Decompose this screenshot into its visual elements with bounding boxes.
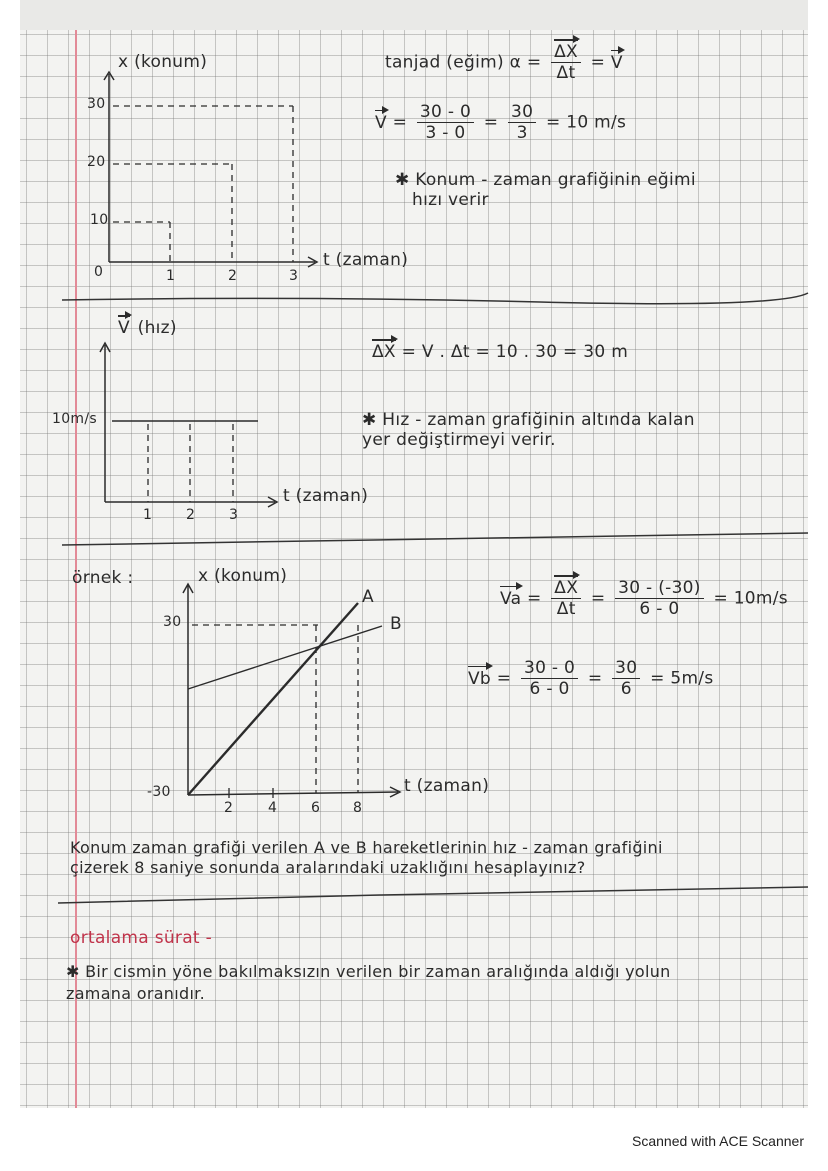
velocity-formula: V = $\frac{30 - 0}{3 - 0}$ = $\frac{30}{3}$ = 10 m/s <box>375 102 627 143</box>
question-line1: Konum zaman grafiği verilen A ve B hareketlerinin hız - zaman grafiğini <box>70 838 663 857</box>
graph3-x-tick-2: 2 <box>224 800 234 816</box>
va-den2: 6 - 0 <box>639 599 680 619</box>
graph3-x-tick-8: 8 <box>353 800 363 816</box>
graph2-y-value-label: 10m/s <box>52 411 97 427</box>
graph1-y-tick-20: 20 <box>87 154 106 170</box>
graph1-x-tick-1: 1 <box>166 268 176 284</box>
vb-formula: Vb = $\frac{30 - 0}{6 - 0}$ = $\frac{30}{6}$ = 5m/s <box>468 658 714 699</box>
graph1-y-axis-label: x (konum) <box>118 52 208 72</box>
graph1-y-tick-30: 30 <box>87 96 106 112</box>
scanner-watermark: Scanned with ACE Scanner <box>632 1133 804 1149</box>
vb-num1: 30 - 0 <box>521 658 578 679</box>
va-num1: ΔX <box>554 578 579 598</box>
vb-lhs: Vb <box>468 668 492 689</box>
slope-den: Δt <box>556 63 576 83</box>
graph2-x-axis-label: t (zaman) <box>283 486 369 506</box>
displacement-lhs: ΔX <box>372 342 396 362</box>
slope-formula: tanjad (eğim) α = $\frac{\Delta X}{\Delta t}$ = V <box>385 42 623 83</box>
graph-example <box>183 584 400 798</box>
va-formula: Va = $\frac{\Delta X}{\Delta t}$ = $\frac{30 - (-30)}{6 - 0}$ = 10m/s <box>500 578 788 619</box>
note1-line1: ✱ Konum - zaman grafiğinin eğimi <box>395 170 696 190</box>
example-label: örnek : <box>72 568 134 588</box>
graph1-y-tick-10: 10 <box>90 212 109 228</box>
average-speed-title: ortalama sürat - <box>70 928 213 948</box>
vb-num2: 30 <box>612 658 640 679</box>
graph-position-time <box>104 72 317 267</box>
divider-2 <box>62 533 808 545</box>
velocity-num1: 30 - 0 <box>417 102 474 123</box>
graph3-x-axis-label: t (zaman) <box>404 776 490 796</box>
va-num2: 30 - (-30) <box>615 578 704 599</box>
average-speed-line2: zamana oranıdır. <box>66 984 205 1003</box>
line-b-label: B <box>390 614 402 634</box>
divider-1 <box>62 293 808 304</box>
slope-lhs: tanjad (eğim) α <box>385 52 522 73</box>
velocity-den1: 3 - 0 <box>425 123 466 143</box>
question-line2: çizerek 8 saniye sonunda aralarındaki uzaklığını hesaplayınız? <box>70 858 586 877</box>
displacement-result: 30 m <box>583 342 629 362</box>
graph2-x-tick-2: 2 <box>186 507 196 523</box>
displacement-mid: V . Δt <box>421 342 470 362</box>
graph1-origin: 0 <box>94 264 104 280</box>
displacement-calc: 10 . 30 <box>495 342 558 362</box>
graph3-y-axis-label: x (konum) <box>198 566 288 586</box>
graph1-x-axis-label: t (zaman) <box>323 250 409 270</box>
graph3-y-tick-30: 30 <box>163 614 182 630</box>
note1-line2: hızı verir <box>412 190 489 210</box>
velocity-num2: 30 <box>508 102 536 123</box>
velocity-lhs: V <box>375 112 387 133</box>
vb-den2: 6 <box>620 679 632 699</box>
graph3-y-tick-neg30: -30 <box>147 784 171 800</box>
divider-3 <box>58 887 808 903</box>
vb-result: 5m/s <box>670 668 714 689</box>
displacement-formula: ΔX = V . Δt = 10 . 30 = 30 m <box>372 342 629 362</box>
vb-den1: 6 - 0 <box>529 679 570 699</box>
line-a <box>188 603 358 795</box>
graph1-x-tick-3: 3 <box>289 268 299 284</box>
va-result: 10m/s <box>733 588 788 609</box>
line-a-label: A <box>362 587 374 607</box>
velocity-den2: 3 <box>516 123 528 143</box>
va-lhs: Va <box>500 588 522 609</box>
velocity-result: 10 m/s <box>566 112 627 133</box>
graph2-x-tick-1: 1 <box>143 507 153 523</box>
note2-line2: yer değiştirmeyi verir. <box>362 430 556 450</box>
average-speed-line1: ✱ Bir cismin yöne bakılmaksızın verilen bir zaman aralığında aldığı yolun <box>66 962 671 981</box>
graph3-x-tick-4: 4 <box>268 800 278 816</box>
line-b <box>188 626 382 689</box>
slope-rhs: V <box>610 52 623 73</box>
graph2-y-axis-label: V (hız) <box>118 318 177 338</box>
note2-line1: ✱ Hız - zaman grafiğinin altında kalan <box>362 410 695 430</box>
graph3-x-tick-6: 6 <box>311 800 321 816</box>
va-den1: Δt <box>556 599 576 619</box>
graph1-x-tick-2: 2 <box>228 268 238 284</box>
graph2-x-tick-3: 3 <box>229 507 239 523</box>
slope-num: ΔX <box>554 42 578 62</box>
graph-velocity-time <box>100 343 277 507</box>
